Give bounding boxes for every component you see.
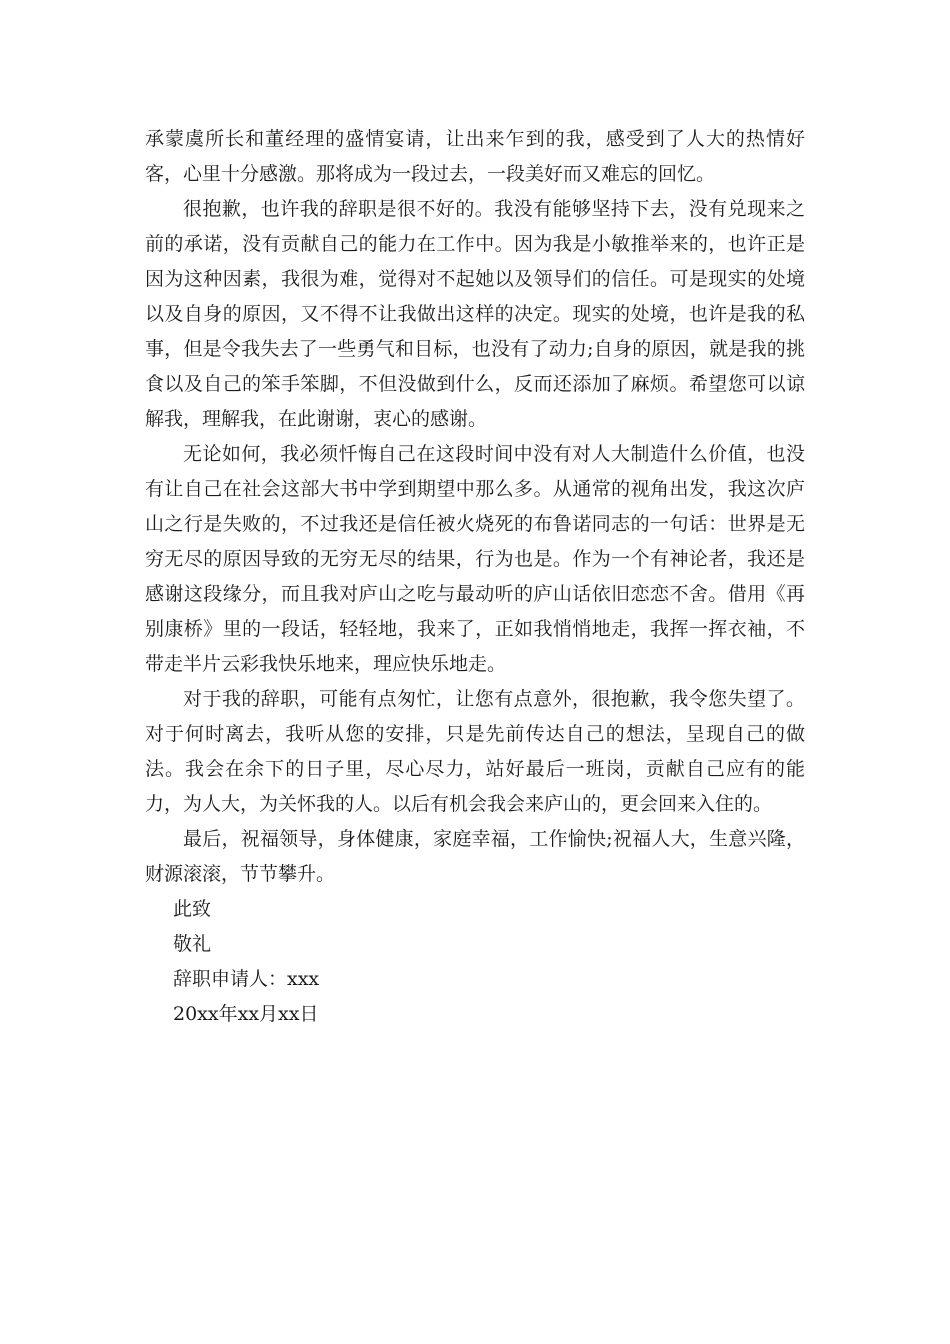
paragraph: 最后，祝福领导，身体健康，家庭幸福，工作愉快;祝福人大，生意兴隆，财源滚滚，节节攀升。	[145, 828, 805, 885]
paragraph: 承蒙虞所长和董经理的盛情宴请，让出来乍到的我，感受到了人大的热情好客，心里十分感激。那将成为一段过去，一段美好而又难忘的回忆。	[145, 128, 805, 185]
paragraph: 无论如何，我必须忏悔自己在这段时间中没有对人大制造什么价值，也没有让自己在社会这部大书中学到期望中那么多。从通常的视角出发，我这次庐山之行是失败的，不过我还是信任被火烧死的布鲁诺同志的一句话：世界是无穷无尽的原因导致的无穷无尽的结果，行为也是。作为一个有神论者，我还是感谢这段缘分，而且我对庐山之吃与最动听的庐山话依旧恋恋不舍。借用《再别康桥》里的一段话，轻轻地，我来了，正如我悄悄地走，我挥一挥衣袖，不带走半片云彩我快乐地来，理应快乐地走。	[145, 443, 805, 675]
paragraph: 很抱歉，也许我的辞职是很不好的。我没有能够坚持下去，没有兑现来之前的承诺，没有贡献自己的能力在工作中。因为我是小敏推举来的，也许正是因为这种因素，我很为难，觉得对不起她以及领导们的信任。可是现实的处境以及自身的原因，又不得不让我做出这样的决定。现实的处境，也许是我的私事，但是令我失去了一些勇气和目标，也没有了动力;自身的原因，就是我的挑食以及自己的笨手笨脚，不但没做到什么，反而还添加了麻烦。希望您可以谅解我，理解我，在此谢谢，衷心的感谢。	[145, 198, 805, 430]
letter-body	[145, 122, 805, 1032]
salutation: 此致	[173, 898, 212, 920]
date: 20xx年xx月xx日	[173, 1003, 319, 1025]
letter-closing	[145, 892, 805, 1032]
signature: 辞职申请人：xxx	[173, 968, 320, 990]
paragraph: 对于我的辞职，可能有点匆忙，让您有点意外，很抱歉，我令您失望了。对于何时离去，我听从您的安排，只是先前传达自己的想法，呈现自己的做法。我会在余下的日子里，尽心尽力，站好最后一班岗，贡献自己应有的能力，为人大，为关怀我的人。以后有机会我会来庐山的，更会回来入住的。	[145, 688, 805, 815]
regards: 敬礼	[173, 933, 212, 955]
